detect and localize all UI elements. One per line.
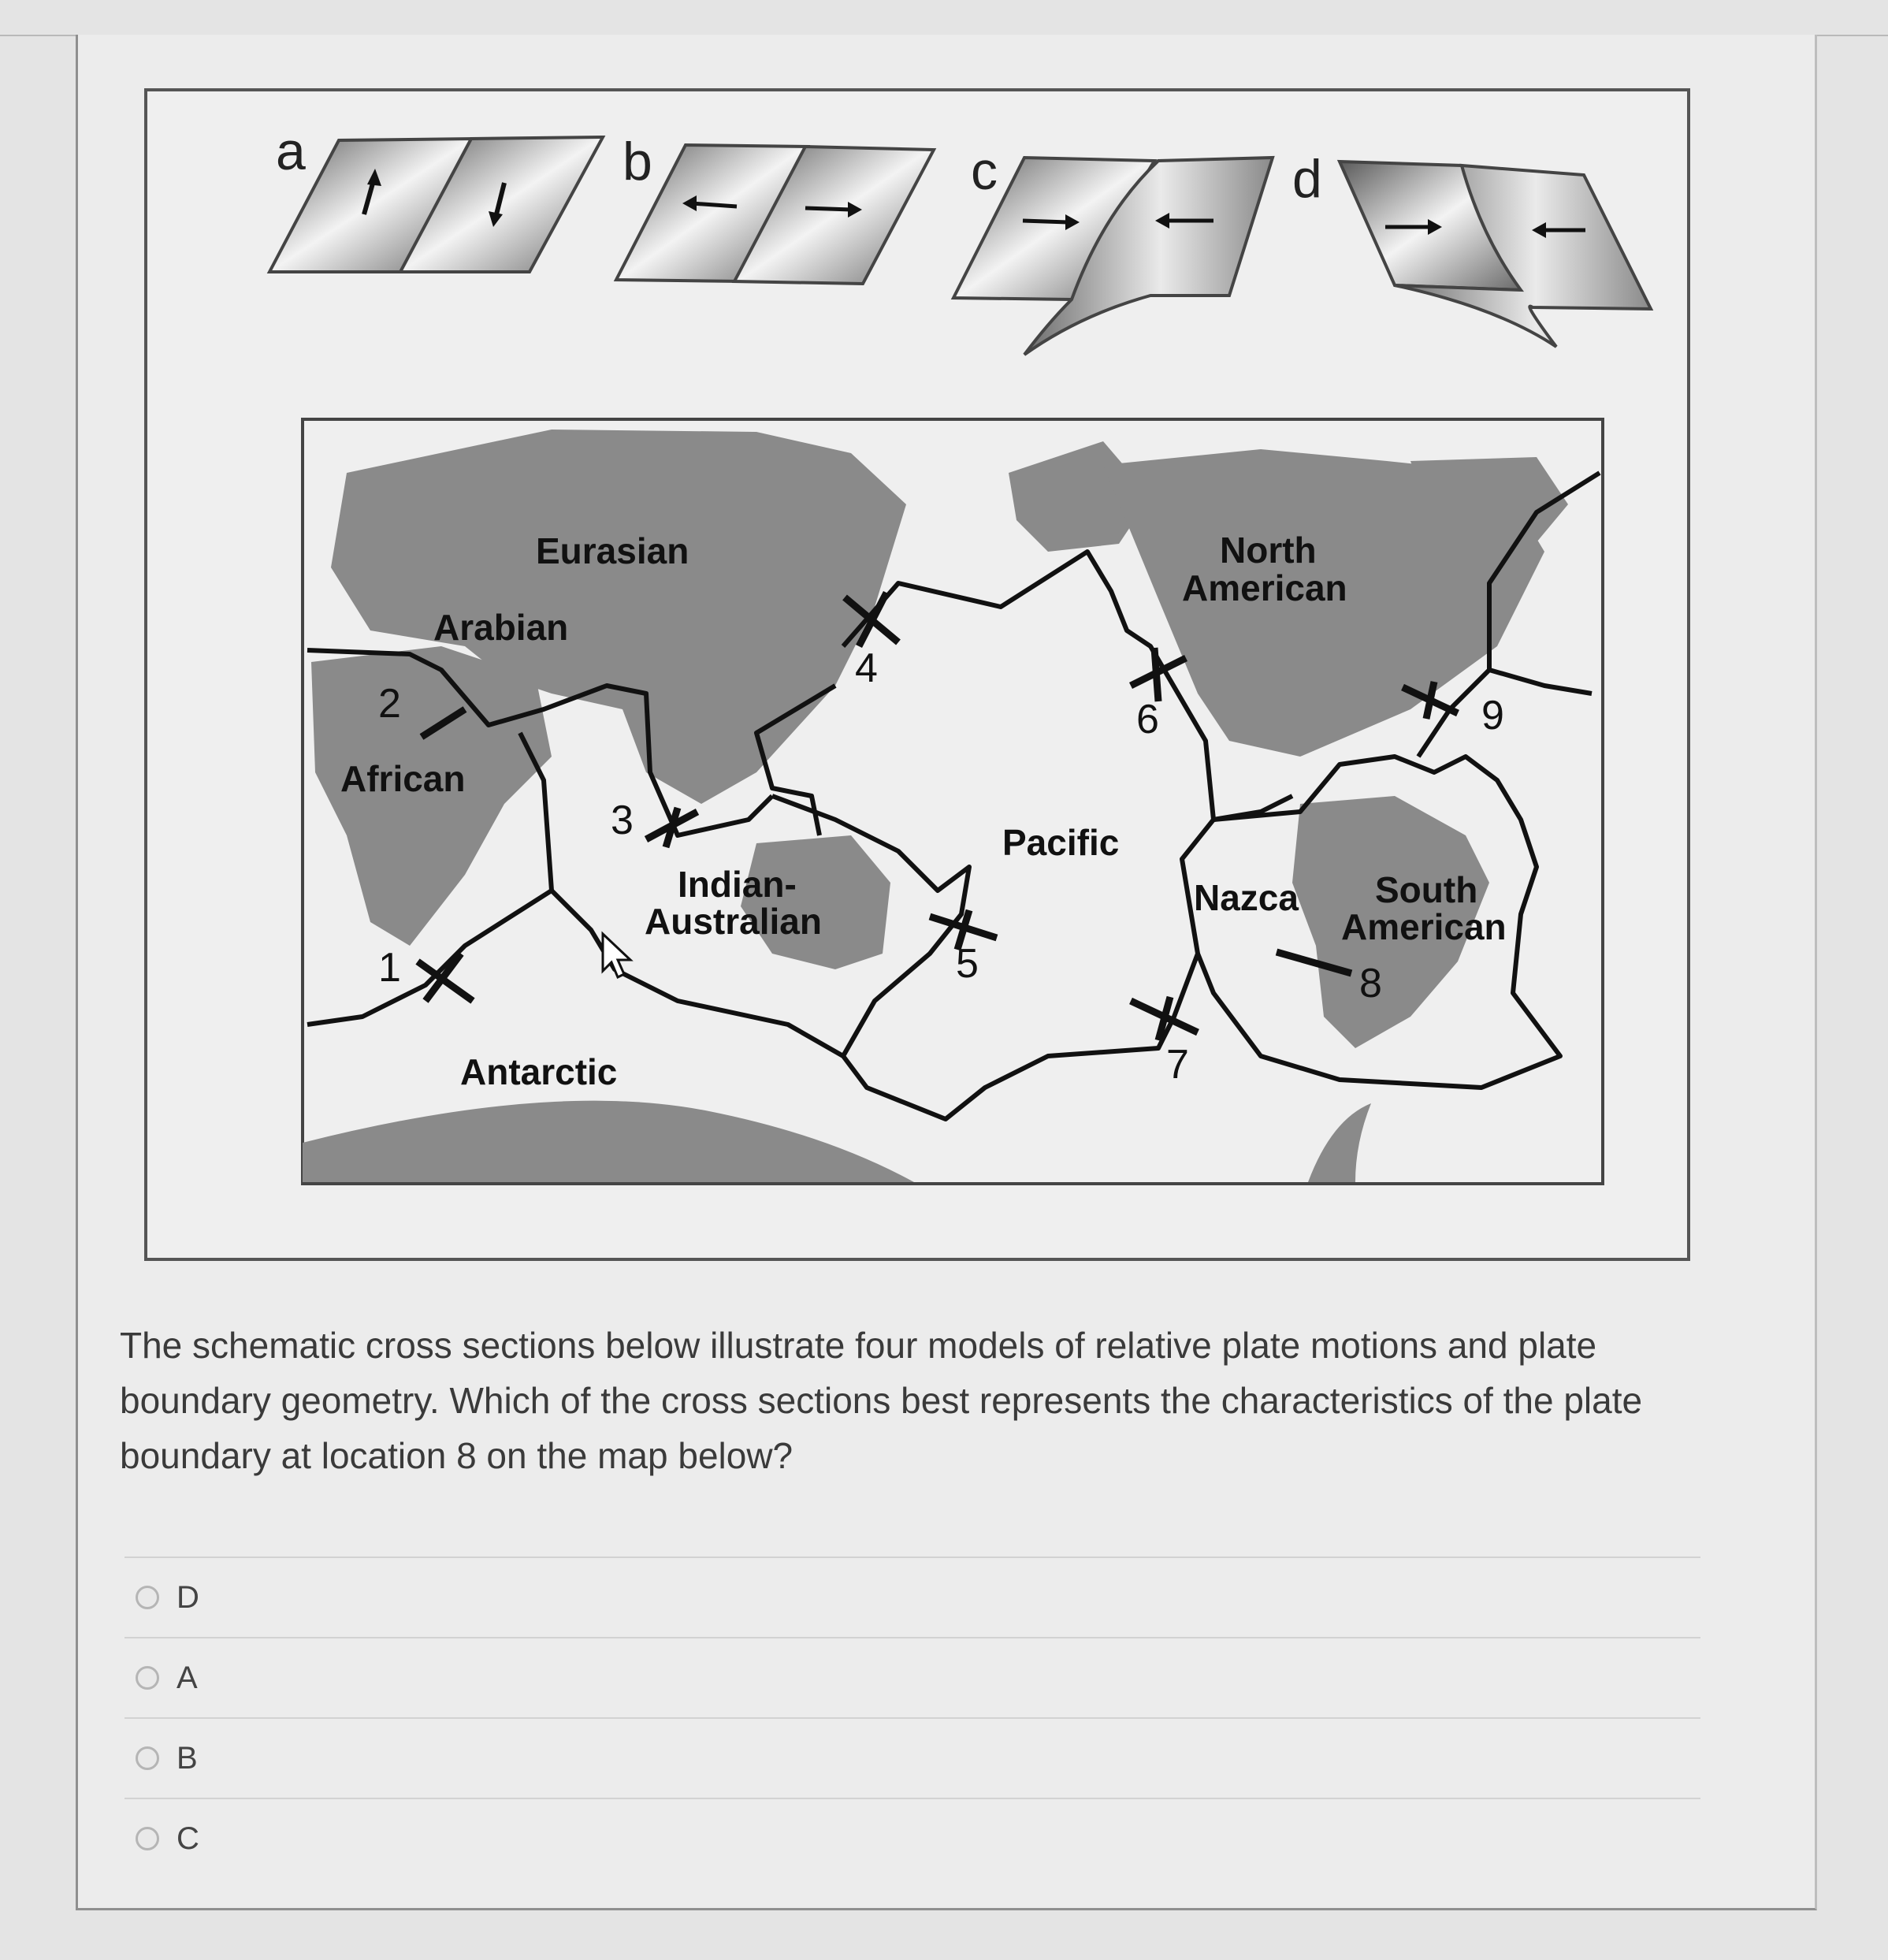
plate-label-pacific: Pacific — [1002, 822, 1120, 863]
plate-label-antarctic: Antarctic — [460, 1051, 618, 1092]
answer-option-label: A — [177, 1660, 198, 1695]
answer-option-label: D — [177, 1579, 199, 1615]
answer-option-a[interactable] — [125, 1637, 1700, 1717]
location-number-5: 5 — [956, 941, 979, 987]
plate-label-indian-australian-2: Australian — [645, 901, 822, 942]
location-number-9: 9 — [1481, 693, 1504, 738]
plate-label-south-american-1: South — [1375, 869, 1478, 910]
radio-button[interactable] — [136, 1746, 159, 1770]
answer-option-b[interactable] — [125, 1717, 1700, 1798]
answer-option-d[interactable] — [125, 1556, 1700, 1637]
radio-button[interactable] — [136, 1827, 159, 1850]
location-number-1: 1 — [378, 945, 401, 991]
plate-label-north-american-2: American — [1182, 567, 1347, 608]
answer-option-label: C — [177, 1821, 199, 1856]
cross-section-c — [953, 141, 1273, 355]
question-text: The schematic cross sections below illustrate four models of relative plate motions and plate boundary geometry. Which of the cross sections best represents the characteristics of the plate boundary at location 8 on the map below? — [120, 1325, 1643, 1476]
cross-section-label-a: a — [276, 121, 306, 181]
plate-label-arabian: Arabian — [433, 607, 569, 648]
location-number-8: 8 — [1359, 961, 1382, 1006]
plate-label-african: African — [340, 758, 466, 799]
cross-section-d — [1292, 149, 1651, 347]
plate-label-north-american-1: North — [1220, 530, 1317, 571]
plate-label-indian-australian-1: Indian- — [678, 864, 797, 905]
cross-section-label-c: c — [971, 141, 998, 201]
location-number-4: 4 — [855, 645, 878, 691]
plate-label-eurasian: Eurasian — [536, 530, 689, 571]
location-number-6: 6 — [1136, 697, 1159, 742]
radio-button[interactable] — [136, 1586, 159, 1609]
cross-section-label-b: b — [623, 132, 652, 192]
location-number-7: 7 — [1166, 1042, 1189, 1088]
answer-option-label: B — [177, 1740, 198, 1776]
cross-section-b — [616, 132, 934, 284]
plate-label-south-american-2: American — [1341, 906, 1507, 947]
cross-section-a — [269, 121, 603, 272]
answer-option-c[interactable] — [125, 1798, 1700, 1878]
location-number-2: 2 — [378, 681, 401, 727]
answer-options — [125, 1556, 1700, 1878]
radio-button[interactable] — [136, 1666, 159, 1690]
plate-label-nazca: Nazca — [1194, 877, 1299, 918]
cross-section-label-d: d — [1292, 149, 1322, 209]
world-plate-map — [303, 419, 1603, 1184]
location-number-3: 3 — [611, 798, 634, 843]
